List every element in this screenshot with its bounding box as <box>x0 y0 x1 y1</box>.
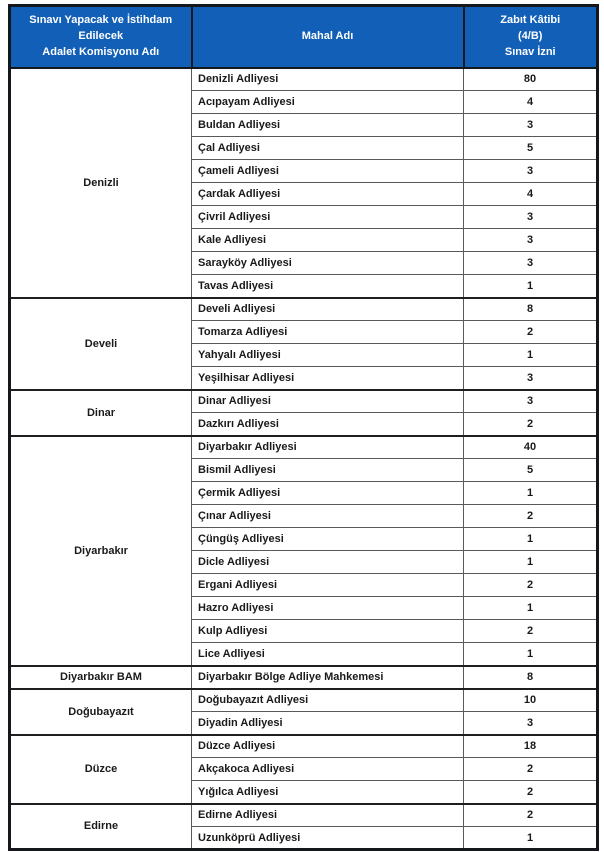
mahal-cell: Bismil Adliyesi <box>192 459 464 482</box>
table-row <box>10 735 598 758</box>
izin-cell: 3 <box>464 160 598 183</box>
exam-permission-table <box>8 4 599 851</box>
izin-cell: 1 <box>464 597 598 620</box>
izin-cell: 2 <box>464 804 598 827</box>
izin-cell: 4 <box>464 183 598 206</box>
izin-cell: 1 <box>464 551 598 574</box>
izin-cell: 5 <box>464 137 598 160</box>
mahal-cell: Lice Adliyesi <box>192 643 464 666</box>
izin-cell: 1 <box>464 528 598 551</box>
header-row <box>10 6 598 68</box>
izin-cell: 3 <box>464 114 598 137</box>
mahal-cell: Denizli Adliyesi <box>192 68 464 91</box>
header-commission-line2: Adalet Komisyonu Adı <box>42 45 160 58</box>
header-izin-line2: (4/B) <box>518 29 543 42</box>
mahal-cell: Çivril Adliyesi <box>192 206 464 229</box>
mahal-cell: Tavas Adliyesi <box>192 275 464 298</box>
mahal-cell: Çüngüş Adliyesi <box>192 528 464 551</box>
table-header <box>10 6 598 68</box>
mahal-cell: Ergani Adliyesi <box>192 574 464 597</box>
table-body <box>10 68 598 850</box>
izin-cell: 3 <box>464 252 598 275</box>
mahal-cell: Diyarbakır Adliyesi <box>192 436 464 459</box>
mahal-cell: Çardak Adliyesi <box>192 183 464 206</box>
commission-cell: Diyarbakır <box>10 436 192 666</box>
izin-cell: 80 <box>464 68 598 91</box>
izin-cell: 2 <box>464 758 598 781</box>
mahal-cell: Çermik Adliyesi <box>192 482 464 505</box>
commission-cell: Denizli <box>10 68 192 298</box>
izin-cell: 1 <box>464 275 598 298</box>
izin-cell: 3 <box>464 206 598 229</box>
header-izin-line3: Sınav İzni <box>504 45 556 58</box>
table-row <box>10 68 598 91</box>
mahal-cell: Yeşilhisar Adliyesi <box>192 367 464 390</box>
commission-cell: Diyarbakır BAM <box>10 666 192 689</box>
izin-cell: 2 <box>464 505 598 528</box>
izin-cell: 2 <box>464 620 598 643</box>
mahal-cell: Düzce Adliyesi <box>192 735 464 758</box>
izin-cell: 5 <box>464 459 598 482</box>
header-commission-line1: Sınavı Yapacak ve İstihdam Edilecek <box>29 13 173 42</box>
mahal-cell: Doğubayazıt Adliyesi <box>192 689 464 712</box>
mahal-cell: Akçakoca Adliyesi <box>192 758 464 781</box>
commission-cell: Dinar <box>10 390 192 436</box>
commission-cell: Düzce <box>10 735 192 804</box>
mahal-cell: Acıpayam Adliyesi <box>192 91 464 114</box>
mahal-cell: Edirne Adliyesi <box>192 804 464 827</box>
mahal-cell: Diyadin Adliyesi <box>192 712 464 735</box>
mahal-cell: Yığılca Adliyesi <box>192 781 464 804</box>
mahal-cell: Kale Adliyesi <box>192 229 464 252</box>
table-row <box>10 436 598 459</box>
mahal-cell: Kulp Adliyesi <box>192 620 464 643</box>
mahal-cell: Dazkırı Adliyesi <box>192 413 464 436</box>
izin-cell: 1 <box>464 344 598 367</box>
mahal-cell: Çınar Adliyesi <box>192 505 464 528</box>
header-mahal: Mahal Adı <box>192 6 464 68</box>
izin-cell: 1 <box>464 482 598 505</box>
izin-cell: 2 <box>464 574 598 597</box>
mahal-cell: Çameli Adliyesi <box>192 160 464 183</box>
mahal-cell: Tomarza Adliyesi <box>192 321 464 344</box>
izin-cell: 4 <box>464 91 598 114</box>
mahal-cell: Uzunköprü Adliyesi <box>192 827 464 850</box>
mahal-cell: Dicle Adliyesi <box>192 551 464 574</box>
izin-cell: 8 <box>464 666 598 689</box>
table-row <box>10 804 598 827</box>
header-izin <box>464 6 598 68</box>
mahal-cell: Buldan Adliyesi <box>192 114 464 137</box>
table-row <box>10 390 598 413</box>
header-izin-line1: Zabıt Kâtibi <box>500 13 561 26</box>
izin-cell: 3 <box>464 367 598 390</box>
izin-cell: 3 <box>464 712 598 735</box>
mahal-cell: Dinar Adliyesi <box>192 390 464 413</box>
mahal-cell: Diyarbakır Bölge Adliye Mahkemesi <box>192 666 464 689</box>
izin-cell: 18 <box>464 735 598 758</box>
mahal-cell: Hazro Adliyesi <box>192 597 464 620</box>
izin-cell: 3 <box>464 229 598 252</box>
mahal-cell: Yahyalı Adliyesi <box>192 344 464 367</box>
commission-cell: Edirne <box>10 804 192 850</box>
commission-cell: Doğubayazıt <box>10 689 192 735</box>
izin-cell: 2 <box>464 781 598 804</box>
izin-cell: 3 <box>464 390 598 413</box>
header-commission <box>10 6 192 68</box>
izin-cell: 40 <box>464 436 598 459</box>
izin-cell: 1 <box>464 827 598 850</box>
table-row <box>10 666 598 689</box>
mahal-cell: Çal Adliyesi <box>192 137 464 160</box>
izin-cell: 8 <box>464 298 598 321</box>
commission-cell: Develi <box>10 298 192 390</box>
izin-cell: 10 <box>464 689 598 712</box>
izin-cell: 2 <box>464 321 598 344</box>
izin-cell: 2 <box>464 413 598 436</box>
mahal-cell: Develi Adliyesi <box>192 298 464 321</box>
izin-cell: 1 <box>464 643 598 666</box>
table-row <box>10 298 598 321</box>
table-row <box>10 689 598 712</box>
mahal-cell: Sarayköy Adliyesi <box>192 252 464 275</box>
